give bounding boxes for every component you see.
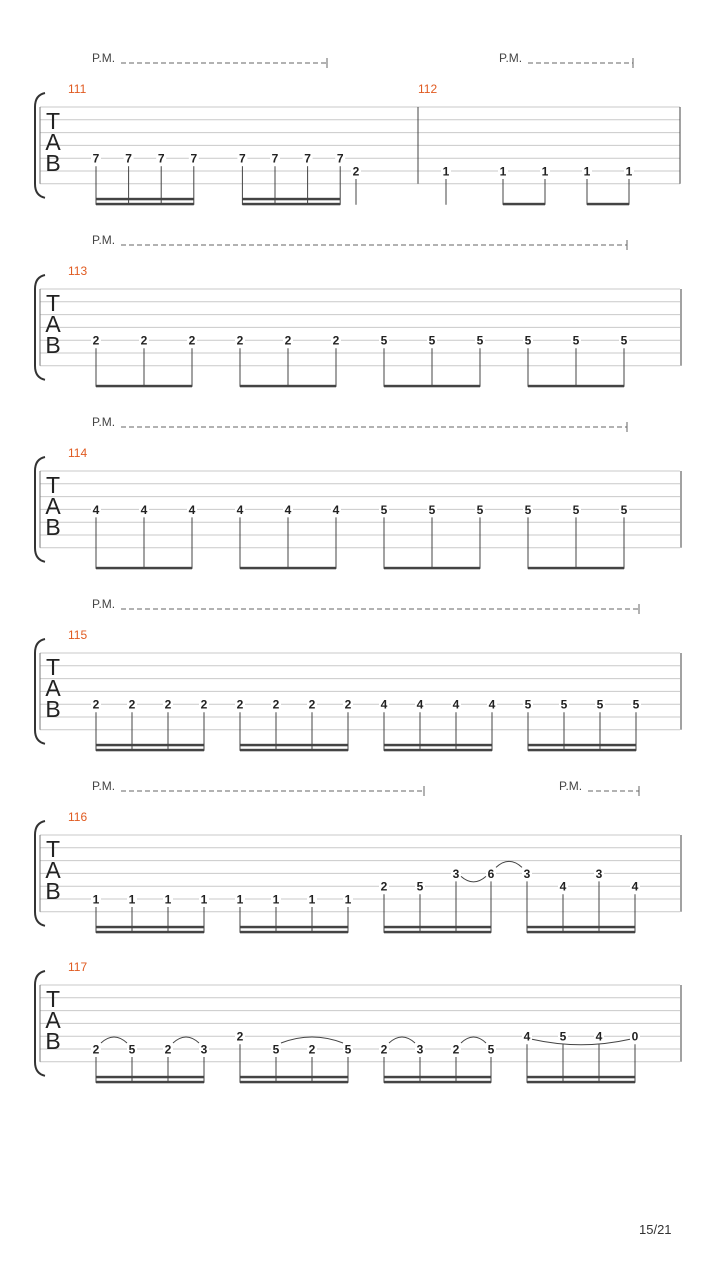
fret-number: 7 [336,151,344,166]
fret-number: 4 [631,879,639,894]
fret-number: 1 [128,892,136,907]
note-beam [528,749,636,752]
fret-number: 5 [380,333,388,348]
note-beam [384,1081,491,1084]
fret-number: 2 [164,1042,172,1057]
palm-mute-label: P.M. [92,597,116,611]
note-beam [528,744,636,747]
fret-number: 3 [452,866,460,881]
slur-arc [173,1037,199,1043]
note-beam [503,203,545,206]
note-beam [240,931,348,934]
fret-number: 5 [344,1042,352,1057]
tab-clef-letter: A [45,857,61,883]
slur-arc [389,1037,415,1043]
tab-clef-letter: T [45,108,61,134]
fret-number: 3 [523,866,531,881]
fret-number: 2 [308,697,316,712]
tab-clef-letter: A [45,493,61,519]
note-beam [96,385,192,388]
fret-number: 4 [416,697,424,712]
fret-number: 5 [620,502,628,517]
fret-number: 5 [524,697,532,712]
tab-clef-letter: T [45,290,61,316]
fret-number: 4 [380,697,388,712]
note-beam [242,198,340,201]
note-beam [240,926,348,929]
tab-clef-letter: A [45,129,61,155]
measure-number: 117 [68,960,88,974]
fret-number: 2 [236,1029,244,1044]
fret-number: 3 [200,1042,208,1057]
measure-number: 112 [418,82,438,96]
slur-arc [101,1037,127,1043]
tab-system [35,597,681,751]
fret-number: 1 [164,892,172,907]
fret-number: 7 [239,151,246,166]
fret-number: 5 [572,333,580,348]
note-beam [384,385,480,388]
fret-number: 7 [92,151,100,166]
note-beam [96,931,204,934]
tab-clef-letter: T [45,472,61,498]
tab-clef-letter: B [45,150,61,176]
fret-number: 4 [595,1029,603,1044]
fret-number: 2 [236,333,244,348]
fret-number: 2 [352,164,360,179]
tab-system [35,233,681,387]
fret-number: 2 [272,697,280,712]
fret-number: 0 [631,1029,639,1044]
fret-number: 2 [92,697,100,712]
fret-number: 2 [284,333,292,348]
note-beam [528,567,624,570]
tab-clef-letter: A [45,1007,61,1033]
fret-number: 2 [188,333,196,348]
tab-clef-letter: B [45,696,61,722]
fret-number: 1 [308,892,316,907]
note-beam [384,567,480,570]
fret-number: 5 [380,502,388,517]
fret-number: 4 [488,697,496,712]
palm-mute-label: P.M. [499,51,523,65]
fret-number: 4 [452,697,460,712]
fret-number: 2 [140,333,148,348]
slur-arc [461,876,486,882]
fret-number: 5 [632,697,640,712]
fret-number: 4 [523,1029,531,1044]
fret-number: 4 [559,879,567,894]
measure-number: 116 [68,810,88,824]
note-beam [240,567,336,570]
tab-system [35,415,681,569]
measure-number: 113 [68,264,88,278]
fret-number: 1 [541,164,549,179]
palm-mute-label: P.M. [559,779,583,793]
fret-number: 5 [487,1042,495,1057]
fret-number: 3 [416,1042,424,1057]
tab-clef-letter: T [45,836,61,862]
note-beam [240,749,348,752]
tab-system [35,960,681,1083]
tab-clef-letter: A [45,675,61,701]
fret-number: 4 [140,502,148,517]
fret-number: 5 [572,502,580,517]
note-beam [528,385,624,388]
note-beam [384,1076,491,1079]
fret-number: 5 [559,1029,567,1044]
fret-number: 1 [200,892,208,907]
fret-number: 2 [92,1042,100,1057]
fret-number: 2 [380,1042,388,1057]
fret-number: 4 [188,502,196,517]
palm-mute-label: P.M. [92,415,116,429]
fret-number: 2 [128,697,136,712]
note-beam [96,744,204,747]
note-beam [240,1081,348,1084]
note-beam [527,926,635,929]
fret-number: 7 [271,151,279,166]
fret-number: 5 [476,502,484,517]
measure-number: 111 [68,82,87,96]
tab-clef-letter: A [45,311,61,337]
fret-number: 2 [200,697,208,712]
fret-number: 5 [620,333,628,348]
fret-number: 2 [236,697,244,712]
note-beam [527,1081,635,1084]
tab-clef-letter: B [45,332,61,358]
note-beam [242,203,340,206]
fret-number: 2 [308,1042,316,1057]
tab-clef-letter: B [45,878,61,904]
tab-system [35,51,680,205]
slur-arc [496,861,522,867]
measure-number: 115 [68,628,88,642]
fret-number: 3 [595,866,603,881]
note-beam [96,926,204,929]
fret-number: 7 [125,151,132,166]
fret-number: 1 [344,892,352,907]
note-beam [527,931,635,934]
fret-number: 7 [190,151,198,166]
fret-number: 1 [583,164,591,179]
note-beam [384,931,491,934]
fret-number: 5 [560,697,568,712]
fret-number: 2 [332,333,340,348]
note-beam [96,749,204,752]
fret-number: 2 [164,697,172,712]
fret-number: 5 [524,333,532,348]
fret-number: 1 [236,892,244,907]
fret-number: 4 [332,502,340,517]
palm-mute-label: P.M. [92,233,116,247]
note-beam [384,744,492,747]
palm-mute-label: P.M. [92,51,116,65]
fret-number: 2 [452,1042,460,1057]
fret-number: 5 [596,697,604,712]
note-beam [96,1076,204,1079]
fret-number: 1 [625,164,633,179]
fret-number: 5 [524,502,532,517]
fret-number: 5 [128,1042,136,1057]
note-beam [240,744,348,747]
palm-mute-label: P.M. [92,779,116,793]
fret-number: 6 [487,866,495,881]
note-beam [587,203,629,206]
tab-system [35,779,681,933]
tab-clef-letter: T [45,654,61,680]
fret-number: 1 [92,892,100,907]
fret-number: 4 [92,502,100,517]
fret-number: 5 [428,502,436,517]
fret-number: 7 [157,151,165,166]
note-beam [240,385,336,388]
tab-clef-letter: B [45,1028,61,1054]
fret-number: 5 [428,333,436,348]
note-beam [96,198,194,201]
fret-number: 2 [380,879,388,894]
note-beam [527,1076,635,1079]
slur-arc [461,1037,486,1043]
fret-number: 5 [272,1042,280,1057]
fret-number: 1 [442,164,450,179]
note-beam [384,749,492,752]
fret-number: 7 [304,151,311,166]
note-beam [384,926,491,929]
note-beam [96,203,194,206]
page-number: 15/21 [639,1222,672,1237]
note-beam [96,567,192,570]
fret-number: 1 [499,164,507,179]
fret-number: 5 [476,333,484,348]
fret-number: 2 [344,697,352,712]
tab-clef-letter: T [45,986,61,1012]
tab-clef-letter: B [45,514,61,540]
measure-number: 114 [68,446,88,460]
note-beam [240,1076,348,1079]
fret-number: 2 [92,333,100,348]
fret-number: 4 [284,502,292,517]
note-beam [96,1081,204,1084]
fret-number: 1 [272,892,280,907]
slur-arc [532,1039,630,1045]
fret-number: 5 [416,879,424,894]
fret-number: 4 [236,502,244,517]
